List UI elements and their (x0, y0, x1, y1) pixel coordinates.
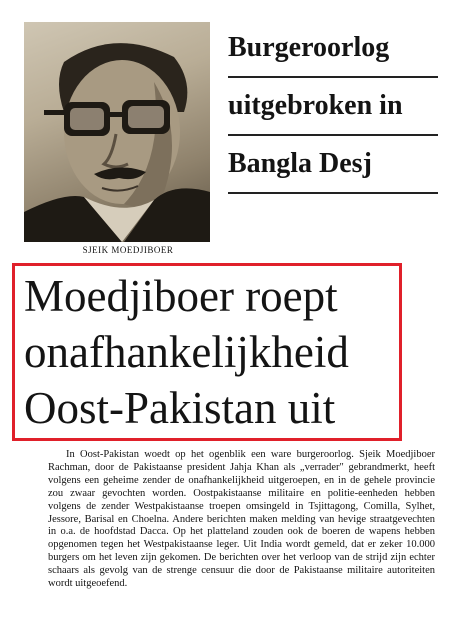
portrait-illustration (24, 22, 210, 242)
subheadline-line: uitgebroken in (228, 86, 438, 136)
main-headline (24, 268, 394, 436)
portrait-photo (24, 22, 210, 242)
subheadline-line: Bangla Desj (228, 144, 438, 194)
subheadline (228, 28, 438, 194)
subheadline-line: Burgeroorlog (228, 28, 438, 78)
headline-line: Moedjiboer roept (24, 271, 338, 321)
article-body: In Oost-Pakistan woedt op het ogenblik een ware burgeroorlog. Sjeik Moedjiboer Rachman, door de Pakistaanse president Jahja Khan als „verrader" gebrandmerkt, heeft volgens een geheime zender de onafhankelijkheid uitgeroepen, en in de gehele provincie zou zwaar gevochten worden. Oostpakistaanse militaire en politie-eenheden hebben volgens de zender Westpakistaanse troepen omsingeld in Tsjittagong, Comilla, Sylhet, Jessore, Barisal en Choelna. Andere berichten maken melding van hevige straatgevechten in o.a. de hoofdstad Dacca. Op het platteland zouden ook de boeren de wapens hebben opgenomen tegen het Westpakistaanse leger. Uit India wordt gemeld, dat er zeker 10.000 burgers om het leven zijn gekomen. De berichten over het verloop van de strijd zijn echter schaars als gevolg van de strenge censuur die door de Pakistaanse militaire autoriteiten wordt uitgeoefend. (48, 449, 435, 590)
headline-line: onafhankelijkheid (24, 327, 349, 377)
photo-caption: SJEIK MOEDJIBOER (82, 245, 174, 255)
headline-line: Oost-Pakistan uit (24, 383, 336, 433)
